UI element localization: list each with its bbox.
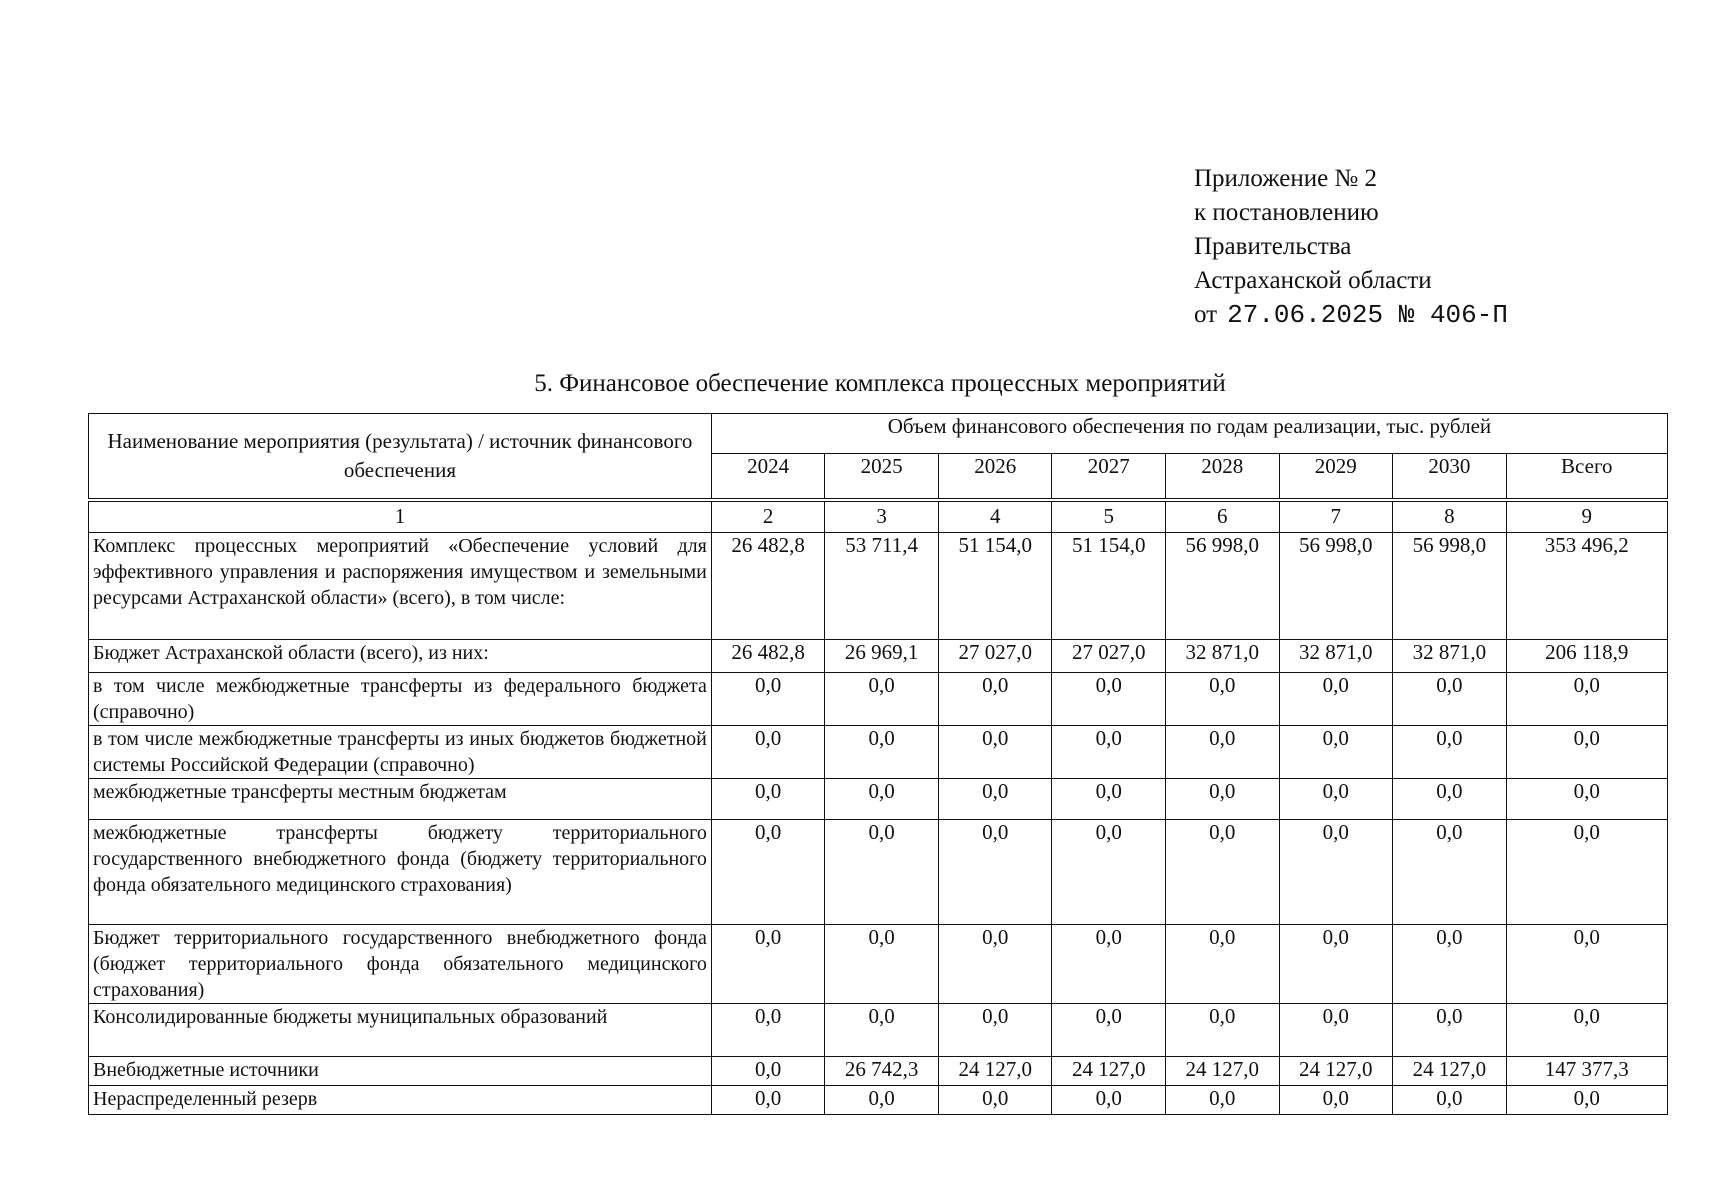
- value-cell: 0,0: [1166, 725, 1280, 778]
- value-cell: 0,0: [825, 1003, 939, 1056]
- value-cell: 26 742,3: [825, 1056, 939, 1085]
- value-cell: 0,0: [938, 1085, 1052, 1114]
- value-cell: 206 118,9: [1506, 639, 1667, 672]
- value-cell: 0,0: [711, 778, 825, 819]
- value-cell: 0,0: [1393, 778, 1507, 819]
- value-cell: 27 027,0: [938, 639, 1052, 672]
- value-cell: 51 154,0: [938, 532, 1052, 639]
- value-cell: 0,0: [1166, 672, 1280, 725]
- value-cell: 0,0: [1279, 725, 1393, 778]
- table-row: [89, 639, 1668, 672]
- value-cell: 24 127,0: [1166, 1056, 1280, 1085]
- value-cell: 0,0: [938, 819, 1052, 924]
- value-cell: 0,0: [1506, 778, 1667, 819]
- column-number-cell: 7: [1279, 500, 1393, 533]
- annex-line-1: Приложение № 2: [1194, 165, 1378, 192]
- value-cell: 0,0: [711, 924, 825, 1003]
- value-cell: 0,0: [1506, 1085, 1667, 1114]
- value-cell: 0,0: [938, 1003, 1052, 1056]
- value-cell: 0,0: [1506, 924, 1667, 1003]
- value-cell: 0,0: [1052, 778, 1166, 819]
- value-cell: 26 969,1: [825, 639, 939, 672]
- value-cell: 0,0: [711, 1056, 825, 1085]
- value-cell: 0,0: [711, 672, 825, 725]
- annex-date-line: [1194, 298, 1508, 332]
- header-year-cell: 2030: [1393, 454, 1507, 500]
- row-name-cell: Бюджет территориального государственного внебюджетного фонда (бюджет территориального фонда обязательного медицинского страхования): [89, 924, 712, 1003]
- value-cell: 0,0: [1052, 1085, 1166, 1114]
- value-cell: 147 377,3: [1506, 1056, 1667, 1085]
- value-cell: 0,0: [1166, 1003, 1280, 1056]
- table-row: [89, 1003, 1668, 1056]
- value-cell: 0,0: [938, 672, 1052, 725]
- value-cell: 0,0: [1166, 778, 1280, 819]
- financing-table: [88, 413, 1668, 1115]
- value-cell: 24 127,0: [1279, 1056, 1393, 1085]
- annex-block: [1194, 162, 1508, 332]
- table-row: [89, 725, 1668, 778]
- value-cell: 0,0: [711, 725, 825, 778]
- value-cell: 0,0: [1166, 924, 1280, 1003]
- value-cell: 353 496,2: [1506, 532, 1667, 639]
- value-cell: 0,0: [938, 725, 1052, 778]
- value-cell: 0,0: [1052, 725, 1166, 778]
- column-numbers-row: [89, 500, 1668, 533]
- value-cell: 0,0: [825, 924, 939, 1003]
- value-cell: 0,0: [1279, 672, 1393, 725]
- value-cell: 24 127,0: [1393, 1056, 1507, 1085]
- value-cell: 0,0: [938, 924, 1052, 1003]
- section-title: 5. Финансовое обеспечение комплекса процессных мероприятий: [534, 370, 1226, 397]
- table-row: [89, 532, 1668, 639]
- value-cell: 32 871,0: [1166, 639, 1280, 672]
- header-year-cell: 2026: [938, 454, 1052, 500]
- annex-line-4: Астраханской области: [1194, 267, 1432, 294]
- column-number-cell: 3: [825, 500, 939, 533]
- value-cell: 0,0: [711, 1003, 825, 1056]
- column-number-cell: 9: [1506, 500, 1667, 533]
- value-cell: 53 711,4: [825, 532, 939, 639]
- value-cell: 0,0: [1279, 924, 1393, 1003]
- table-row: [89, 1085, 1668, 1114]
- value-cell: 0,0: [825, 1085, 939, 1114]
- row-name-cell: Нераспределенный резерв: [89, 1085, 712, 1114]
- header-row-top: [89, 414, 1668, 454]
- value-cell: 0,0: [1393, 819, 1507, 924]
- value-cell: 0,0: [1393, 1003, 1507, 1056]
- value-cell: 0,0: [1052, 1003, 1166, 1056]
- value-cell: 0,0: [1393, 725, 1507, 778]
- value-cell: 0,0: [1279, 1003, 1393, 1056]
- value-cell: 0,0: [1393, 1085, 1507, 1114]
- column-number-cell: 8: [1393, 500, 1507, 533]
- column-number-cell: 6: [1166, 500, 1280, 533]
- table-row: [89, 924, 1668, 1003]
- value-cell: 0,0: [1279, 1085, 1393, 1114]
- row-name-cell: в том числе межбюджетные трансферты из федерального бюджета (справочно): [89, 672, 712, 725]
- value-cell: 0,0: [1506, 1003, 1667, 1056]
- row-name-cell: Бюджет Астраханской области (всего), из них:: [89, 639, 712, 672]
- annex-date-number: 27.06.2025 № 406-П: [1227, 300, 1508, 330]
- value-cell: 0,0: [1166, 819, 1280, 924]
- value-cell: 0,0: [1052, 819, 1166, 924]
- value-cell: 0,0: [825, 819, 939, 924]
- value-cell: 56 998,0: [1279, 532, 1393, 639]
- value-cell: 0,0: [711, 1085, 825, 1114]
- value-cell: 32 871,0: [1279, 639, 1393, 672]
- value-cell: 0,0: [1166, 1085, 1280, 1114]
- annex-from-label: от: [1194, 301, 1218, 328]
- value-cell: 0,0: [825, 672, 939, 725]
- value-cell: 0,0: [1506, 819, 1667, 924]
- column-number-cell: 5: [1052, 500, 1166, 533]
- value-cell: 56 998,0: [1166, 532, 1280, 639]
- table-row: [89, 819, 1668, 924]
- header-year-cell: 2028: [1166, 454, 1280, 500]
- value-cell: 24 127,0: [938, 1056, 1052, 1085]
- value-cell: 0,0: [825, 778, 939, 819]
- column-number-cell: 4: [938, 500, 1052, 533]
- header-volume-cell: Объем финансового обеспечения по годам реализации, тыс. рублей: [711, 414, 1667, 454]
- value-cell: 24 127,0: [1052, 1056, 1166, 1085]
- column-number-cell: 2: [711, 500, 825, 533]
- value-cell: 56 998,0: [1393, 532, 1507, 639]
- row-name-cell: Внебюджетные источники: [89, 1056, 712, 1085]
- value-cell: 27 027,0: [1052, 639, 1166, 672]
- annex-line-3: Правительства: [1194, 233, 1352, 260]
- header-name-cell: Наименование мероприятия (результата) / источник финансового обеспечения: [89, 414, 712, 500]
- header-year-cell: 2027: [1052, 454, 1166, 500]
- value-cell: 26 482,8: [711, 639, 825, 672]
- table-row: [89, 778, 1668, 819]
- value-cell: 51 154,0: [1052, 532, 1166, 639]
- table-row: [89, 672, 1668, 725]
- annex-line-2: к постановлению: [1194, 199, 1379, 226]
- table-row: [89, 1056, 1668, 1085]
- header-year-cell: Всего: [1506, 454, 1667, 500]
- row-name-cell: межбюджетные трансферты местным бюджетам: [89, 778, 712, 819]
- column-number-cell: 1: [89, 500, 712, 533]
- value-cell: 0,0: [1279, 819, 1393, 924]
- value-cell: 26 482,8: [711, 532, 825, 639]
- value-cell: 0,0: [1052, 672, 1166, 725]
- value-cell: 0,0: [825, 725, 939, 778]
- header-year-cell: 2025: [825, 454, 939, 500]
- value-cell: 0,0: [711, 819, 825, 924]
- value-cell: 0,0: [938, 778, 1052, 819]
- value-cell: 0,0: [1052, 924, 1166, 1003]
- header-year-cell: 2029: [1279, 454, 1393, 500]
- row-name-cell: в том числе межбюджетные трансферты из иных бюджетов бюджетной системы Российской Федерации (справочно): [89, 725, 712, 778]
- value-cell: 0,0: [1393, 924, 1507, 1003]
- row-name-cell: межбюджетные трансферты бюджету территориального государственного внебюджетного фонда (бюджету территориального фонда обязательного медицинского страхования): [89, 819, 712, 924]
- value-cell: 0,0: [1506, 725, 1667, 778]
- value-cell: 0,0: [1393, 672, 1507, 725]
- value-cell: 0,0: [1506, 672, 1667, 725]
- row-name-cell: Комплекс процессных мероприятий «Обеспечение условий для эффективного управления и распоряжения имуществом и земельными ресурсами Астраханской области» (всего), в том числе:: [89, 532, 712, 639]
- row-name-cell: Консолидированные бюджеты муниципальных образований: [89, 1003, 712, 1056]
- value-cell: 0,0: [1279, 778, 1393, 819]
- header-year-cell: 2024: [711, 454, 825, 500]
- value-cell: 32 871,0: [1393, 639, 1507, 672]
